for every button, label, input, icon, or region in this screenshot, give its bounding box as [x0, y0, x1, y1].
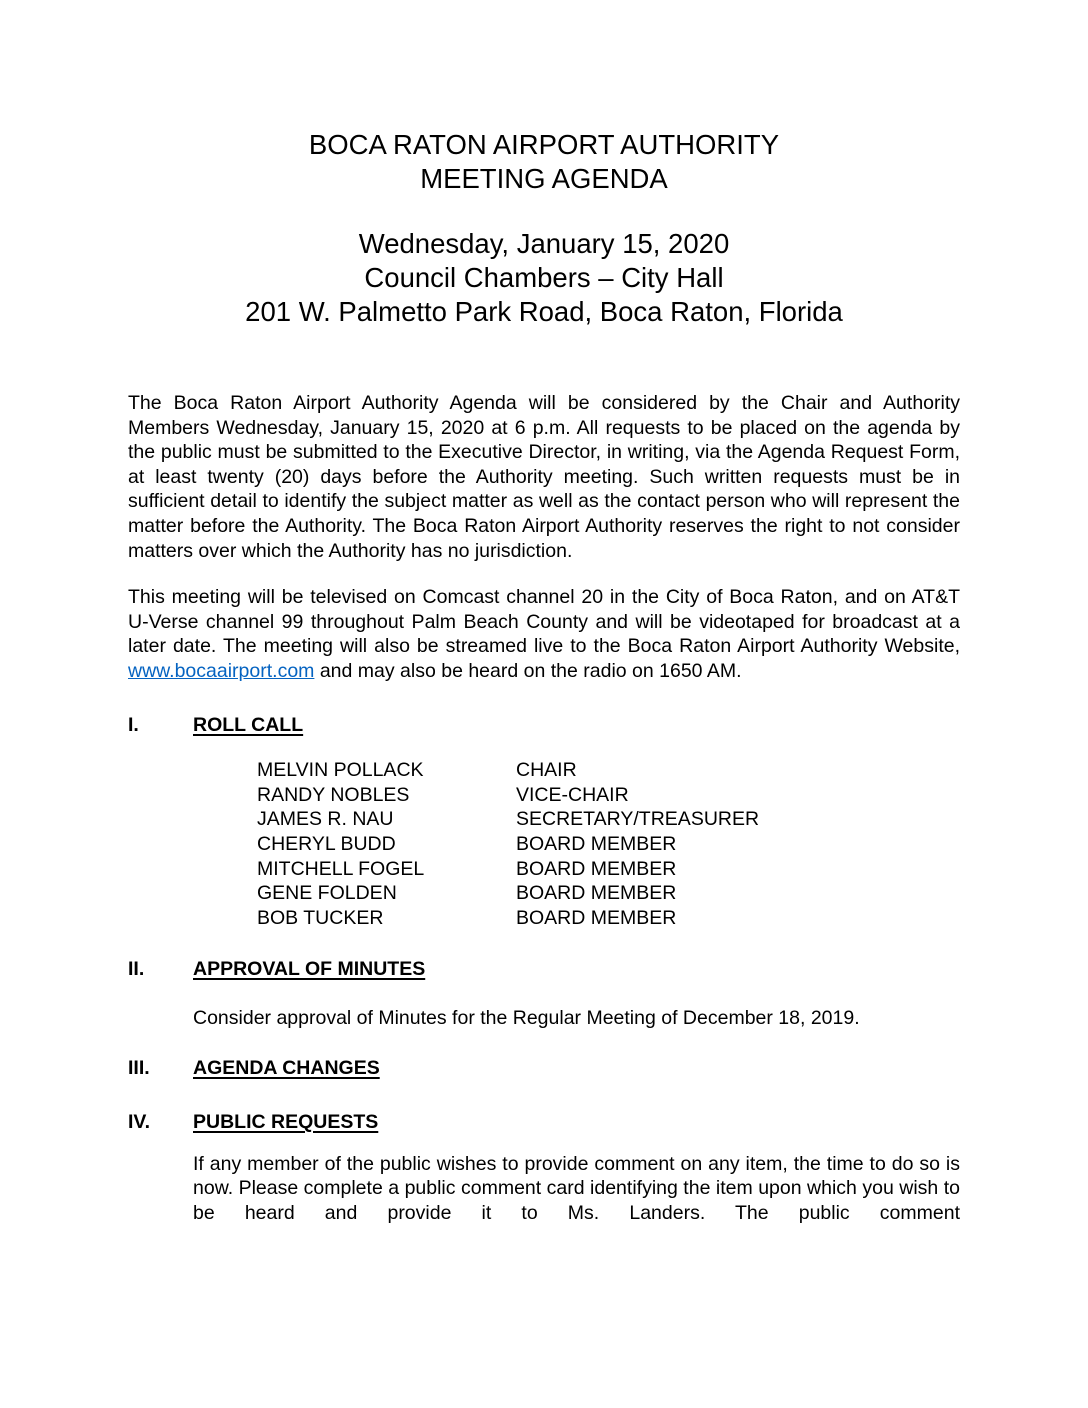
member-title: CHAIR: [516, 759, 577, 782]
section-agenda-changes: [128, 1056, 960, 1081]
section-number-agenda-changes: III.: [128, 1057, 150, 1080]
member-name: MELVIN POLLACK: [257, 759, 424, 782]
meeting-address: 201 W. Palmetto Park Road, Boca Raton, Florida: [245, 296, 843, 327]
section-heading-agenda-changes: AGENDA CHANGES: [193, 1057, 380, 1080]
section-heading-roll-call: ROLL CALL: [193, 713, 304, 736]
member-title: BOARD MEMBER: [516, 832, 677, 855]
member-title: BOARD MEMBER: [516, 857, 677, 880]
section-number-approval-of-minutes: II.: [128, 958, 145, 981]
section-approval-of-minutes: [128, 957, 960, 982]
section-heading-public-requests: PUBLIC REQUESTS: [193, 1111, 379, 1134]
member-title: BOARD MEMBER: [516, 882, 677, 905]
section-number-roll-call: I.: [128, 713, 139, 736]
roll-call-row: [257, 881, 960, 906]
boca-airport-link[interactable]: www.bocaairport.com: [128, 659, 315, 682]
roll-call-row: [257, 832, 960, 857]
roll-call-row: [257, 783, 960, 808]
document-subtitle: MEETING AGENDA: [420, 163, 668, 194]
broadcast-paragraph: [128, 585, 960, 683]
roll-call-row: [257, 857, 960, 882]
section-roll-call: [128, 713, 960, 738]
broadcast-text-after-link: and may also be heard on the radio on 1650 AM.: [314, 659, 742, 682]
member-name: JAMES R. NAU: [257, 808, 394, 831]
document-title-block: [128, 128, 960, 196]
public-requests-body: If any member of the public wishes to provide comment on any item, the time to do so is now. Please complete a public comment card identifying the item upon which you wish to be heard and provide it to Ms. Landers. The public comment: [193, 1152, 960, 1224]
meeting-info-block: [128, 227, 960, 329]
member-name: GENE FOLDEN: [257, 882, 397, 905]
roll-call-row: [257, 807, 960, 832]
broadcast-text-before-link: This meeting will be televised on Comcast channel 20 in the City of Boca Raton, and on AT&T U-Verse channel 99 throughout Palm Beach County and will be videotaped for broadcast at a later date. The meeting will also be streamed live to the Boca Raton Airport Authority Website,: [128, 586, 960, 658]
member-name: RANDY NOBLES: [257, 783, 410, 806]
section-heading-approval-of-minutes: APPROVAL OF MINUTES: [193, 958, 426, 981]
roll-call-row: [257, 906, 960, 931]
member-title: VICE-CHAIR: [516, 783, 629, 806]
roll-call-list: [257, 758, 960, 930]
section-number-public-requests: IV.: [128, 1111, 151, 1134]
roll-call-row: [257, 758, 960, 783]
intro-paragraph: The Boca Raton Airport Authority Agenda will be considered by the Chair and Authority Members Wednesday, January 15, 2020 at 6 p.m. All requests to be placed on the agenda by the public must be submitted to the Executive Director, in writing, via the Agenda Request Form, at least twenty (20) days before the Authority meeting. Such written requests must be in sufficient detail to identify the subject matter as well as the contact person who will represent the matter before the Authority. The Boca Raton Airport Authority reserves the right to not consider matters over which the Authority has no jurisdiction.: [128, 392, 960, 562]
approval-of-minutes-body: Consider approval of Minutes for the Regular Meeting of December 18, 2019.: [193, 1006, 860, 1029]
member-title: BOARD MEMBER: [516, 906, 677, 929]
member-name: MITCHELL FOGEL: [257, 857, 425, 880]
meeting-date: Wednesday, January 15, 2020: [358, 228, 730, 259]
meeting-venue: Council Chambers – City Hall: [364, 262, 724, 293]
document-title: BOCA RATON AIRPORT AUTHORITY: [308, 129, 780, 160]
member-name: BOB TUCKER: [257, 906, 384, 929]
member-title: SECRETARY/TREASURER: [516, 808, 760, 831]
section-public-requests: [128, 1110, 960, 1135]
member-name: CHERYL BUDD: [257, 832, 396, 855]
